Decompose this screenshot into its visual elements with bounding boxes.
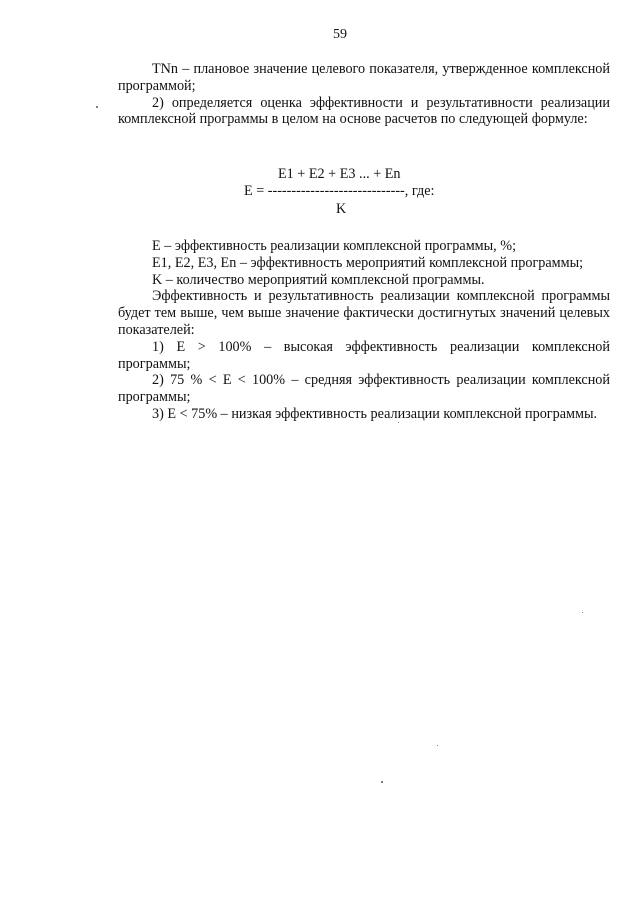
page-number: 59 bbox=[333, 27, 347, 42]
scan-speck bbox=[96, 106, 98, 108]
scan-speck bbox=[582, 612, 583, 613]
paragraph-effectiveness: Эффективность и результативность реализации комплексной программы будет тем выше, чем выше значение фактически достигнутых значений целевых показателей: bbox=[118, 288, 610, 338]
criteria-low: 3) E < 75% – низкая эффективность реализации комплексной программы. bbox=[152, 405, 598, 422]
definition-k: K – количество мероприятий комплексной программы. bbox=[152, 271, 485, 288]
definition-e1-en: E1, E2, E3, En – эффективность мероприятий комплексной программы; bbox=[152, 254, 584, 271]
paragraph-tnn-definition: TNn – плановое значение целевого показателя, утвержденное комплексной программой; bbox=[118, 61, 610, 94]
formula-denominator: K bbox=[336, 201, 347, 217]
scan-speck bbox=[398, 422, 399, 423]
formula-fraction-line: E = -----------------------------, где: bbox=[244, 183, 435, 199]
criteria-medium: 2) 75 % < E < 100% – средняя эффективность реализации комплексной программы; bbox=[118, 372, 610, 406]
scan-speck bbox=[437, 745, 438, 746]
text-block-top bbox=[118, 61, 610, 128]
formula-numerator: E1 + E2 + E3 ... + En bbox=[278, 166, 401, 182]
paragraph-item-2: 2) определяется оценка эффективности и результативности реализации комплексной программы в целом на основе расчетов по следующей формуле: bbox=[118, 94, 610, 128]
criteria-high: 1) E > 100% – высокая эффективность реализации комплексной программы; bbox=[118, 338, 610, 372]
scan-speck bbox=[381, 781, 383, 783]
text-block-bottom bbox=[118, 238, 610, 423]
definition-e: E – эффективность реализации комплексной программы, %; bbox=[152, 238, 517, 254]
